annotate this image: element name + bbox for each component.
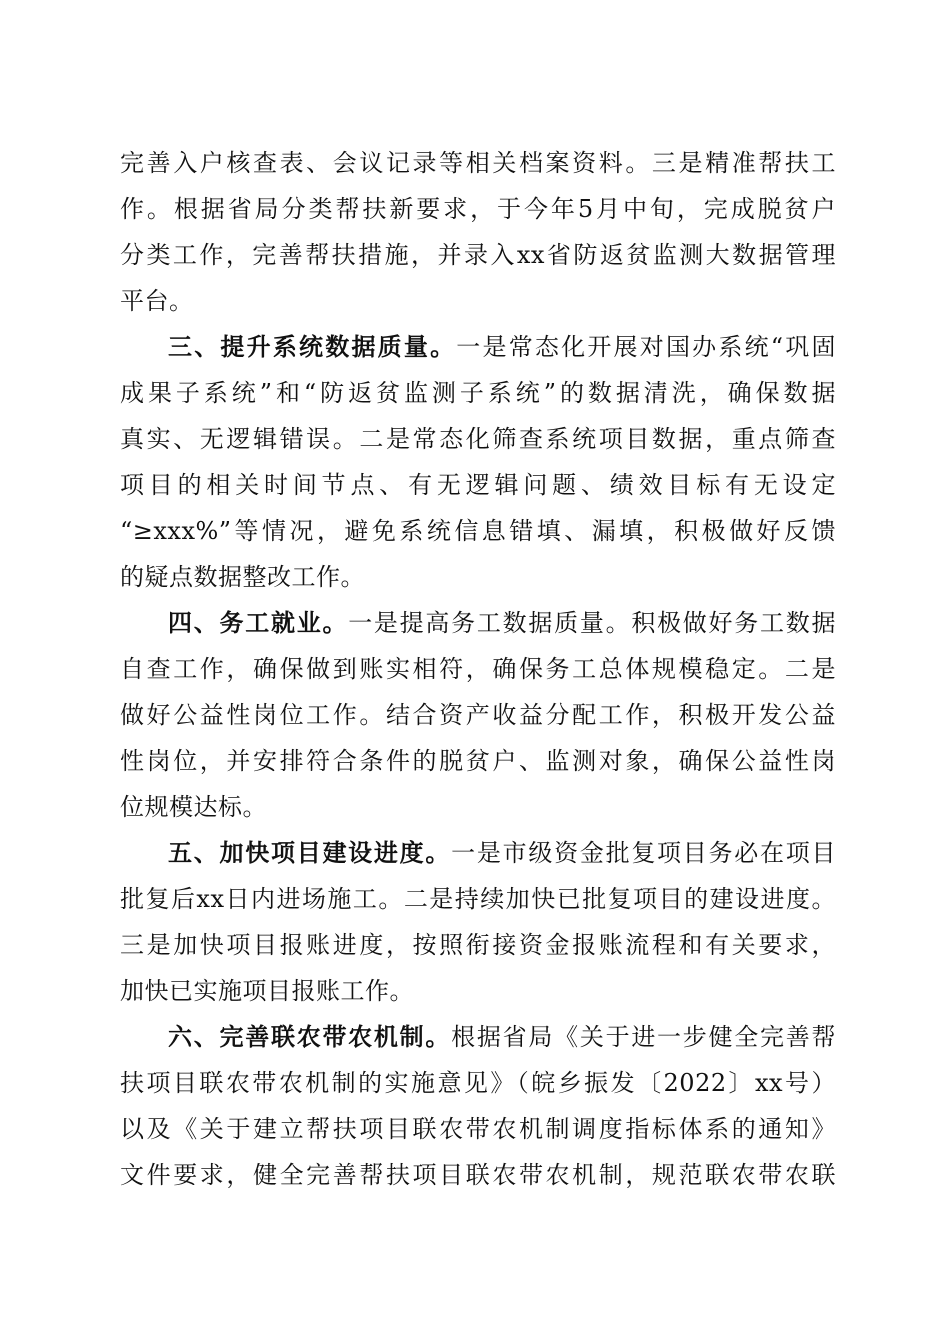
paragraph-first-line bbox=[120, 324, 836, 370]
document-body bbox=[120, 140, 836, 1198]
paragraph-line: 分类工作，完善帮扶措施，并录入xx省防返贫监测大数据管理 bbox=[120, 241, 836, 269]
paragraph-line: 的疑点数据整改工作。 bbox=[120, 563, 365, 591]
paragraph-employment bbox=[120, 600, 836, 830]
paragraph-first-line bbox=[120, 600, 836, 646]
paragraph-line: 扶项目联农带农机制的实施意见》（皖乡振发〔2022〕xx号） bbox=[120, 1069, 836, 1097]
paragraph-farmer-linkage bbox=[120, 1014, 836, 1198]
section-heading: 五、加快项目建设进度。 bbox=[168, 839, 452, 867]
paragraph-system-data-quality bbox=[120, 324, 836, 600]
paragraph-line: 三是加快项目报账进度，按照衔接资金报账流程和有关要求， bbox=[120, 931, 836, 959]
paragraph-line: 性岗位，并安排符合条件的脱贫户、监测对象，确保公益性岗 bbox=[120, 747, 836, 775]
section-heading: 六、完善联农带农机制。 bbox=[168, 1023, 452, 1051]
paragraph-archive-continuation bbox=[120, 140, 836, 324]
paragraph-line: 文件要求，健全完善帮扶项目联农带农机制，规范联农带农联 bbox=[120, 1161, 836, 1189]
section-heading: 四、务工就业。 bbox=[168, 609, 349, 637]
paragraph-text: 一是市级资金批复项目务必在项目 bbox=[451, 839, 836, 867]
paragraph-line: 加快已实施项目报账工作。 bbox=[120, 977, 414, 1005]
section-heading: 三、提升系统数据质量。 bbox=[168, 333, 457, 361]
paragraph-line: 完善入户核查表、会议记录等相关档案资料。三是精准帮扶工 bbox=[120, 149, 836, 177]
paragraph-line: 自查工作，确保做到账实相符，确保务工总体规模稳定。二是 bbox=[120, 655, 836, 683]
paragraph-line: “≥xxx%”等情况，避免系统信息错填、漏填，积极做好反馈 bbox=[120, 517, 836, 545]
paragraph-text: 一是常态化开展对国办系统“巩固 bbox=[456, 333, 836, 361]
paragraph-line: 项目的相关时间节点、有无逻辑问题、绩效目标有无设定 bbox=[120, 471, 836, 499]
paragraph-line: 成果子系统”和“防返贫监测子系统”的数据清洗，确保数据 bbox=[120, 379, 836, 407]
paragraph-text: 根据省局《关于进一步健全完善帮 bbox=[451, 1023, 836, 1051]
paragraph-project-progress bbox=[120, 830, 836, 1014]
paragraph-text: 一是提高务工数据质量。积极做好务工数据 bbox=[348, 609, 837, 637]
paragraph-first-line bbox=[120, 830, 836, 876]
paragraph-line: 做好公益性岗位工作。结合资产收益分配工作，积极开发公益 bbox=[120, 701, 836, 729]
paragraph-line: 以及《关于建立帮扶项目联农带农机制调度指标体系的通知》 bbox=[120, 1115, 836, 1143]
paragraph-line: 批复后xx日内进场施工。二是持续加快已批复项目的建设进度。 bbox=[120, 885, 836, 913]
paragraph-line: 平台。 bbox=[120, 287, 194, 315]
paragraph-line: 作。根据省局分类帮扶新要求，于今年5月中旬，完成脱贫户 bbox=[120, 195, 836, 223]
paragraph-first-line bbox=[120, 1014, 836, 1060]
paragraph-line: 位规模达标。 bbox=[120, 793, 267, 821]
paragraph-line: 真实、无逻辑错误。二是常态化筛查系统项目数据，重点筛查 bbox=[120, 425, 836, 453]
